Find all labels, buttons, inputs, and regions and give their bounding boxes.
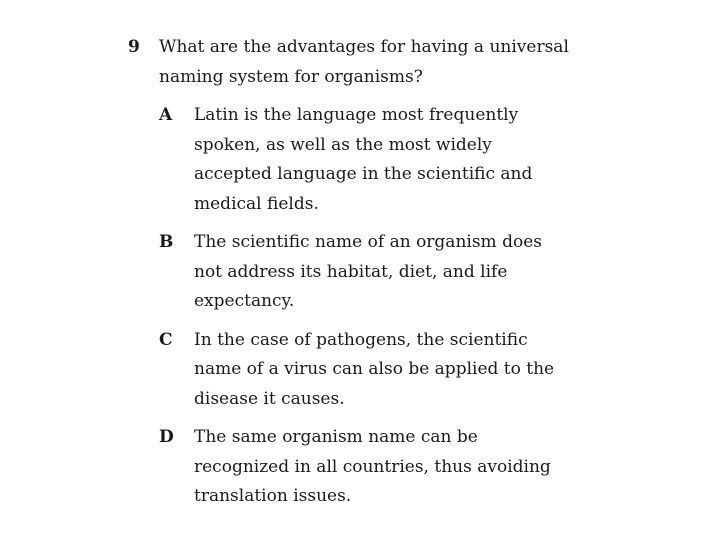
option-c[interactable] xyxy=(159,326,598,415)
option-text: The scientific name of an organism does not address its habitat, diet, and life expectancy. xyxy=(194,232,542,311)
option-d[interactable] xyxy=(159,423,598,512)
option-letter: A xyxy=(159,105,173,125)
option-letter: D xyxy=(159,427,174,447)
question-number: 9 xyxy=(128,37,140,57)
option-text: Latin is the language most frequently spoken, as well as the most widely accepted language in the scientific and medical fields. xyxy=(194,105,533,214)
option-a[interactable] xyxy=(159,101,598,219)
option-text: In the case of pathogens, the scientific name of a virus can also be applied to the disease it causes. xyxy=(194,329,555,409)
option-b[interactable] xyxy=(159,228,598,317)
option-letter: C xyxy=(159,329,173,350)
question-stem xyxy=(128,32,598,92)
option-letter: B xyxy=(159,232,174,252)
option-text: The same organism name can be recognized in all countries, thus avoiding translation issues. xyxy=(194,427,551,506)
question-block xyxy=(128,32,598,521)
answer-options xyxy=(159,101,598,512)
question-text: What are the advantages for having a universal naming system for organisms? xyxy=(159,37,569,87)
